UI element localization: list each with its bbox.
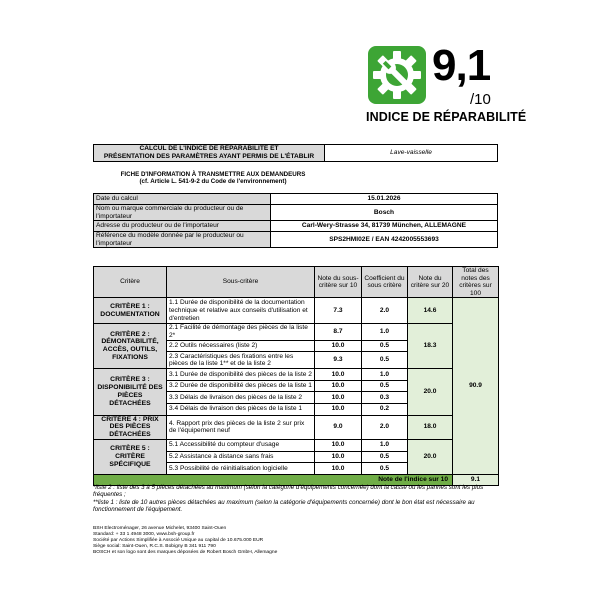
sub-criterion-note: 7.3 <box>315 298 362 324</box>
final-score-value: 9.1 <box>453 474 499 485</box>
sub-criterion-coef: 2.0 <box>362 415 408 439</box>
fiche-heading <box>93 171 333 186</box>
info-row <box>94 221 498 232</box>
header-critere: Critère <box>94 267 167 298</box>
table-row <box>94 324 499 340</box>
fiche-line-2: (cf. Article L. 541-9-2 du Code de l'environnement) <box>139 178 287 186</box>
info-label: Adresse du producteur ou de l'importateur <box>94 221 271 232</box>
info-row <box>94 232 498 248</box>
final-score-label: Note de l'indice sur 10 <box>94 474 453 485</box>
company-info <box>93 526 393 556</box>
table-row <box>94 415 499 439</box>
product-type: Lave-vaisselle <box>325 145 498 162</box>
footnote-list-2: *liste 2 : liste des 3 à 5 pièces détachées au maximum (selon la catégorie d'équipements concernée) dont la casse ou les pannes sont les plus fréquentes ; <box>93 484 484 499</box>
repairability-badge <box>366 41 527 130</box>
sub-criterion-coef: 1.0 <box>362 324 408 340</box>
sub-criterion-note: 10.0 <box>315 439 362 451</box>
info-table <box>93 193 498 248</box>
criterion-5-name: CRITÈRE 5 : CRITÈRE SPÉCIFIQUE <box>94 439 167 474</box>
title-table <box>93 144 498 162</box>
company-line: Standard: + 33 1 4948 3000, www.bsh-group.fr <box>93 532 195 537</box>
info-label: Référence du modèle donnée par le producteur ou l'importateur <box>94 232 271 248</box>
footnote-list-1: **liste 1 : liste de 10 autres pièces détachées au maximum (selon la catégorie d'équipements concernée) dont le bon état est nécessaire au fonctionnement de l'équipement. <box>93 498 475 514</box>
info-row <box>94 205 498 221</box>
sub-criterion-note: 9.0 <box>315 415 362 439</box>
sub-criterion-note: 10.0 <box>315 463 362 475</box>
criterion-5-score: 20.0 <box>408 439 453 474</box>
criterion-2-name: CRITÈRE 2 : DÉMONTABILITÉ, ACCÈS, OUTILS, FIXATIONS <box>94 324 167 369</box>
sub-criterion-coef: 0.5 <box>362 463 408 475</box>
sub-criterion-label: 5.1 Accessibilité du compteur d'usage <box>167 439 315 451</box>
sub-criterion-label: 3.1 Durée de disponibilité des pièces de la liste 2 <box>167 369 315 381</box>
sub-criterion-label: 3.4 Délais de livraison des pièces de la liste 1 <box>167 403 315 415</box>
sub-criterion-coef: 0.5 <box>362 380 408 392</box>
header-note20: Note du critère sur 20 <box>408 267 453 298</box>
sub-criterion-note: 10.0 <box>315 451 362 463</box>
criterion-3-score: 20.0 <box>408 369 453 415</box>
title-line-2: PRÉSENTATION DES PARAMÈTRES AYANT PERMIS DE L'ÉTABLIR <box>103 153 315 160</box>
header-total: Total des notes des critères sur 100 <box>453 267 499 298</box>
criterion-2-score: 18.3 <box>408 324 453 369</box>
sub-criterion-note: 8.7 <box>315 324 362 340</box>
repairability-out-of: /10 <box>470 91 491 108</box>
company-line: Siège social: Saint-Ouen, R.C.S. Bobigny B 341 911 790 <box>93 544 216 549</box>
sub-criterion-coef: 0.3 <box>362 392 408 404</box>
repairability-label: INDICE DE RÉPARABILITÉ <box>366 110 527 124</box>
repairability-icon-box <box>368 46 426 104</box>
sub-criterion-label: 2.1 Facilité de démontage des pièces de la liste 2* <box>167 324 315 340</box>
gear-wrench-icon <box>368 46 426 104</box>
criterion-1-score: 14.6 <box>408 298 453 324</box>
header-coef: Coefficient du sous critère <box>362 267 408 298</box>
criteria-table <box>93 266 499 486</box>
info-value: 15.01.2026 <box>271 194 498 205</box>
sub-criterion-note: 10.0 <box>315 403 362 415</box>
criterion-1-name: CRITÈRE 1 : DOCUMENTATION <box>94 298 167 324</box>
criterion-4-score: 18.0 <box>408 415 453 439</box>
fiche-line-1: FICHE D'INFORMATION À TRANSMETTRE AUX DEMANDEURS <box>120 171 306 178</box>
company-line: BSH Electroménager, 26 avenue Michelet, 93400 Saint-Ouen <box>93 526 227 531</box>
title-left-cell <box>94 145 325 162</box>
table-header-row <box>94 267 499 298</box>
info-label: Date du calcul <box>94 194 271 205</box>
criterion-4-name: CRITÈRE 4 : PRIX DES PIÈCES DÉTACHÉES <box>94 415 167 439</box>
company-line: Société par Actions Simplifiée à Associé Unique au capital de 10.675.000 EUR <box>93 538 264 543</box>
title-line-1: CALCUL DE L'INDICE DE RÉPARABILITÉ ET <box>139 145 279 153</box>
sub-criterion-note: 10.0 <box>315 380 362 392</box>
total-score: 90.9 <box>453 298 499 474</box>
header-sous-critere: Sous-critère <box>167 267 315 298</box>
sub-criterion-label: 2.2 Outils nécessaires (liste 2) <box>167 340 315 352</box>
sub-criterion-note: 10.0 <box>315 340 362 352</box>
company-line: BOSCH et son logo sont des marques déposées de Robert Bosch GmbH, Allemagne <box>93 550 278 555</box>
footnotes <box>93 484 500 514</box>
table-row <box>94 439 499 451</box>
sub-criterion-label: 5.3 Possibilité de réinitialisation logicielle <box>167 463 315 475</box>
sub-criterion-label: 3.3 Délais de livraison des pièces de la liste 2 <box>167 392 315 404</box>
sub-criterion-label: 5.2 Assistance à distance sans frais <box>167 451 315 463</box>
criterion-3-name: CRITÈRE 3 : DISPONIBILITÉ DES PIÈCES DÉTACHÉES <box>94 369 167 415</box>
info-row <box>94 194 498 205</box>
table-row <box>94 298 499 324</box>
sub-criterion-coef: 0.5 <box>362 340 408 352</box>
sub-criterion-coef: 1.0 <box>362 369 408 381</box>
sub-criterion-label: 4. Rapport prix des pièces de la liste 2 sur prix de l'équipement neuf <box>167 415 315 439</box>
info-value: Bosch <box>271 205 498 221</box>
sub-criterion-note: 9.3 <box>315 352 362 369</box>
sub-criterion-coef: 2.0 <box>362 298 408 324</box>
info-value: Carl-Wery-Strasse 34, 81739 München, ALLEMAGNE <box>271 221 498 232</box>
table-row <box>94 369 499 381</box>
sub-criterion-note: 10.0 <box>315 392 362 404</box>
info-label: Nom ou marque commerciale du producteur ou de l'importateur <box>94 205 271 221</box>
sub-criterion-coef: 0.5 <box>362 352 408 369</box>
info-value: SPS2HMI02E / EAN 4242005553693 <box>271 232 498 248</box>
sub-criterion-label: 1.1 Durée de disponibilité de la documentation technique et relative aux conseils d'utilisation et d'entretien <box>167 298 315 324</box>
sub-criterion-label: 2.3 Caractéristiques des fixations entre les pièces de la liste 1** et de la liste 2 <box>167 352 315 369</box>
sub-criterion-note: 10.0 <box>315 369 362 381</box>
sub-criterion-coef: 0.2 <box>362 403 408 415</box>
repairability-score: 9,1 <box>432 41 491 90</box>
sub-criterion-label: 3.2 Durée de disponibilité des pièces de la liste 1 <box>167 380 315 392</box>
sub-criterion-coef: 1.0 <box>362 439 408 451</box>
header-note10: Note du sous-critère sur 10 <box>315 267 362 298</box>
sub-criterion-coef: 0.5 <box>362 451 408 463</box>
